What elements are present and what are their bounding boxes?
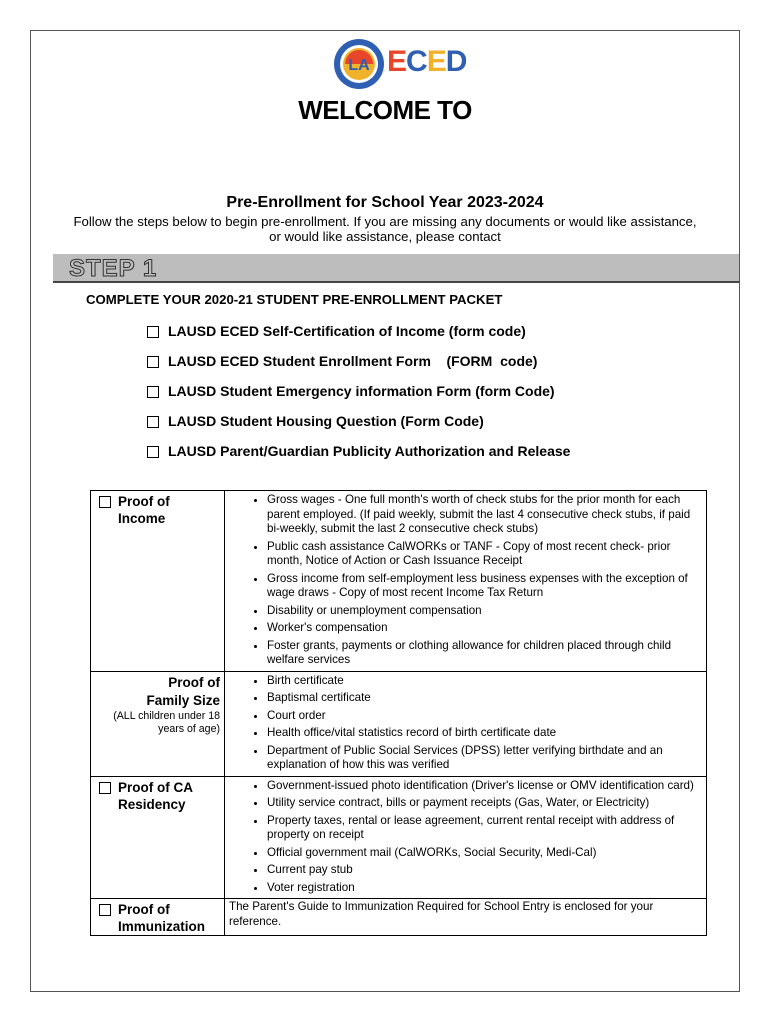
income-label-cell: Proof of Income (91, 491, 225, 672)
welcome-heading: WELCOME TO (298, 95, 472, 125)
list-item: • Department of Public Social Services (DPSS) letter verifying birthdate and an explanation of how this was verified (267, 744, 700, 773)
list-item: • Current pay stub (267, 863, 700, 878)
immunization-checkbox[interactable] (99, 904, 111, 916)
family-label-cell: Proof of Family Size (ALL children under 18 years of age) (91, 671, 225, 776)
list-item: • Worker's compensation (267, 621, 700, 636)
checkbox[interactable] (147, 326, 159, 338)
list-item: • Voter registration (267, 881, 700, 896)
eced-logo (331, 37, 476, 91)
table-row (91, 776, 707, 899)
list-item: • Court order (267, 709, 700, 724)
step-heading: COMPLETE YOUR 2020-21 STUDENT PRE-ENROLLMENT PACKET (86, 292, 503, 307)
family-note: (ALL children under 18 years of age) (113, 709, 220, 735)
logo-wordmark: ECED (387, 45, 467, 78)
packet-checklist (147, 323, 570, 473)
list-item: • Property taxes, rental or lease agreement, current rental receipt with address of property on receipt (267, 814, 700, 843)
checklist-item[interactable]: LAUSD ECED Student Enrollment Form (FORM code) (147, 353, 570, 383)
list-item: • Foster grants, payments or clothing allowance for children placed through child welfare services (267, 639, 700, 668)
checklist-item[interactable]: LAUSD Student Housing Question (Form Code) (147, 413, 570, 443)
table-row (91, 491, 707, 672)
page-title: Pre-Enrollment for School Year 2023-2024 (226, 194, 544, 211)
checkbox[interactable] (147, 356, 159, 368)
residency-items-cell (225, 776, 707, 899)
instructions (31, 214, 739, 244)
checkbox[interactable] (147, 416, 159, 428)
list-item: • Government-issued photo identification (Driver's license or OMV identification card) (267, 779, 700, 794)
list-item: • Disability or unemployment compensation (267, 604, 700, 619)
checklist-item[interactable]: LAUSD Student Emergency information Form (form Code) (147, 383, 570, 413)
checklist-item[interactable]: LAUSD ECED Self-Certification of Income (form code) (147, 323, 570, 353)
list-item: • Public cash assistance CalWORKs or TANF - Copy of most recent check- prior month, Notice of Action or Cash Issuance Receipt (267, 540, 700, 569)
requirements-table (90, 490, 707, 936)
table-row (91, 671, 707, 776)
residency-label-cell: Proof of CA Residency (91, 776, 225, 899)
immunization-text-cell: The Parent's Guide to Immunization Required for School Entry is enclosed for your reference. (225, 899, 707, 936)
instructions-line-1: Follow the steps below to begin pre-enrollment. If you are missing any documents or would like assistance, (73, 214, 697, 229)
list-item: • Gross income from self-employment less business expenses with the exception of wage draws - Copy of most recent Income Tax Return (267, 572, 700, 601)
list-item: • Utility service contract, bills or payment receipts (Gas, Water, or Electricity) (267, 796, 700, 811)
lausd-seal-icon (331, 37, 387, 91)
document-page (30, 30, 740, 992)
seal-letters: LA (348, 57, 370, 74)
income-items-cell (225, 491, 707, 672)
income-checkbox[interactable] (99, 496, 111, 508)
checklist-item[interactable]: LAUSD Parent/Guardian Publicity Authorization and Release (147, 443, 570, 473)
list-item: • Baptismal certificate (267, 691, 700, 706)
checkbox[interactable] (147, 386, 159, 398)
residency-checkbox[interactable] (99, 782, 111, 794)
checkbox[interactable] (147, 446, 159, 458)
family-items-cell (225, 671, 707, 776)
step-label: STEP 1 (69, 255, 158, 282)
immunization-label-cell: Proof of Immunization (91, 899, 225, 936)
list-item: • Health office/vital statistics record of birth certificate date (267, 726, 700, 741)
list-item: • Birth certificate (267, 674, 700, 689)
list-item: • Gross wages - One full month's worth of check stubs for the prior month for each parent employed. (If paid weekly, submit the last 4 consecutive check stubs, if paid bi-weekly, submit the last 2 consecutive check stubs) (267, 493, 700, 537)
instructions-line-2: or would like assistance, please contact (269, 229, 501, 244)
list-item: • Official government mail (CalWORKs, Social Security, Medi-Cal) (267, 846, 700, 861)
table-row (91, 899, 707, 936)
